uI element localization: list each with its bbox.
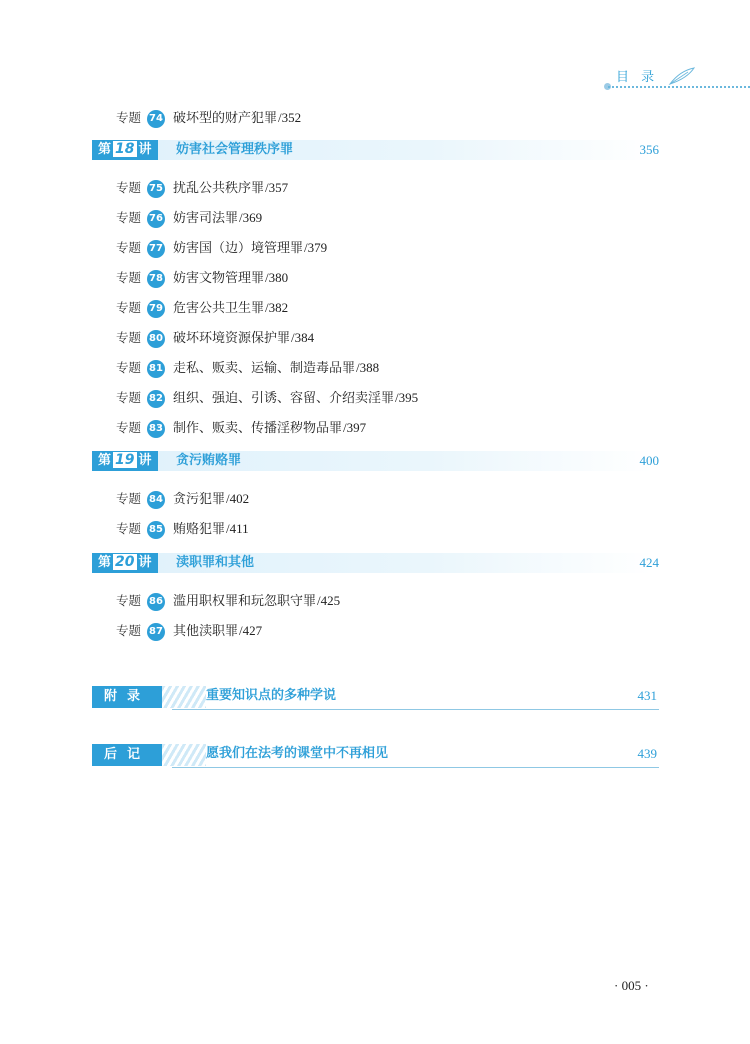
toc-entry-80[interactable]	[116, 328, 314, 348]
topic-number-badge: 78	[147, 270, 165, 288]
topic-label: 专题	[116, 180, 142, 195]
topic-label: 专题	[116, 420, 142, 435]
topic-number-badge: 74	[147, 110, 165, 128]
topic-page: /352	[278, 110, 302, 125]
toc-entry-74[interactable]	[116, 108, 301, 128]
toc-entry-83[interactable]	[116, 418, 366, 438]
topic-page: /402	[226, 491, 250, 506]
topic-page: /395	[395, 390, 419, 405]
topic-label: 专题	[116, 110, 142, 125]
toc-entry-85[interactable]	[116, 519, 249, 539]
topic-page: /380	[265, 270, 289, 285]
topic-label: 专题	[116, 270, 142, 285]
lecture-tag: 第 18 讲	[92, 140, 158, 160]
topic-page: /427	[239, 623, 263, 638]
topic-label: 专题	[116, 491, 142, 506]
topic-label: 专题	[116, 623, 142, 638]
topic-title: 贪污犯罪	[173, 492, 226, 507]
toc-entry-87[interactable]	[116, 621, 262, 641]
topic-page: /388	[356, 360, 380, 375]
lecture-18-heading[interactable]	[92, 140, 659, 160]
topic-title: 制作、贩卖、传播淫秽物品罪	[173, 421, 343, 436]
toc-entry-81[interactable]	[116, 358, 379, 378]
topic-page: /382	[265, 300, 289, 315]
topic-number-badge: 75	[147, 180, 165, 198]
afterword-heading[interactable]	[92, 744, 659, 768]
lecture-title: 妨害社会管理秩序罪	[176, 142, 294, 157]
lecture-page: 356	[639, 142, 659, 157]
afterword-tag: 后记	[92, 744, 162, 766]
toc-entry-79[interactable]	[116, 298, 288, 318]
topic-title: 妨害文物管理罪	[173, 271, 265, 286]
afterword-rule	[172, 767, 659, 768]
topic-page: /397	[343, 420, 367, 435]
stripe-decoration	[162, 744, 206, 766]
topic-title: 破坏型的财产犯罪	[173, 111, 278, 126]
topic-label: 专题	[116, 300, 142, 315]
topic-number-badge: 76	[147, 210, 165, 228]
topic-number-badge: 79	[147, 300, 165, 318]
lecture-title: 贪污贿赂罪	[176, 453, 242, 468]
running-header-title: 目 录	[616, 70, 659, 85]
page-number: · 005 ·	[614, 978, 649, 993]
feather-icon	[668, 66, 696, 86]
topic-label: 专题	[116, 521, 142, 536]
topic-title: 扰乱公共秩序罪	[173, 181, 265, 196]
topic-title: 妨害国（边）境管理罪	[173, 241, 304, 256]
topic-label: 专题	[116, 330, 142, 345]
topic-title: 贿赂犯罪	[173, 522, 226, 537]
topic-title: 其他渎职罪	[173, 624, 239, 639]
header-dotted-rule	[608, 86, 750, 88]
toc-entry-75[interactable]	[116, 178, 288, 198]
lecture-19-heading[interactable]	[92, 451, 659, 471]
appendix-heading[interactable]	[92, 686, 659, 710]
toc-entry-86[interactable]	[116, 591, 340, 611]
topic-label: 专题	[116, 210, 142, 225]
lecture-20-heading[interactable]	[92, 553, 659, 573]
appendix-title: 重要知识点的多种学说	[206, 688, 337, 703]
topic-title: 危害公共卫生罪	[173, 301, 265, 316]
lecture-number: 19	[115, 452, 135, 468]
topic-title: 滥用职权罪和玩忽职守罪	[173, 594, 317, 609]
toc-entry-84[interactable]	[116, 489, 249, 509]
appendix-tag: 附录	[92, 686, 162, 708]
topic-page: /357	[265, 180, 289, 195]
lecture-number: 20	[115, 554, 135, 570]
lecture-title: 渎职罪和其他	[176, 555, 255, 570]
topic-label: 专题	[116, 390, 142, 405]
running-header	[600, 66, 750, 90]
topic-title: 走私、贩卖、运输、制造毒品罪	[173, 361, 356, 376]
topic-page: /425	[317, 593, 341, 608]
lecture-tag: 第 19 讲	[92, 451, 158, 471]
topic-number-badge: 87	[147, 623, 165, 641]
topic-title: 破坏环境资源保护罪	[173, 331, 291, 346]
topic-number-badge: 81	[147, 360, 165, 378]
appendix-page: 431	[637, 688, 657, 703]
topic-page: /369	[239, 210, 263, 225]
topic-number-badge: 83	[147, 420, 165, 438]
lecture-page: 400	[639, 453, 659, 468]
topic-number-badge: 77	[147, 240, 165, 258]
appendix-rule	[172, 709, 659, 710]
toc-entry-77[interactable]	[116, 238, 327, 258]
toc-entry-82[interactable]	[116, 388, 418, 408]
toc-entry-78[interactable]	[116, 268, 288, 288]
lecture-page: 424	[639, 555, 659, 570]
stripe-decoration	[162, 686, 206, 708]
topic-title: 妨害司法罪	[173, 211, 239, 226]
toc-entry-76[interactable]	[116, 208, 262, 228]
topic-number-badge: 86	[147, 593, 165, 611]
topic-number-badge: 85	[147, 521, 165, 539]
topic-number-badge: 80	[147, 330, 165, 348]
topic-title: 组织、强迫、引诱、容留、介绍卖淫罪	[173, 391, 395, 406]
lecture-tag: 第 20 讲	[92, 553, 158, 573]
afterword-title: 愿我们在法考的课堂中不再相见	[206, 746, 389, 761]
afterword-page: 439	[637, 746, 657, 761]
topic-label: 专题	[116, 360, 142, 375]
topic-number-badge: 82	[147, 390, 165, 408]
topic-page: /411	[226, 521, 249, 536]
topic-page: /379	[304, 240, 328, 255]
topic-number-badge: 84	[147, 491, 165, 509]
topic-label: 专题	[116, 593, 142, 608]
lecture-number: 18	[115, 141, 135, 157]
topic-page: /384	[291, 330, 315, 345]
topic-label: 专题	[116, 240, 142, 255]
